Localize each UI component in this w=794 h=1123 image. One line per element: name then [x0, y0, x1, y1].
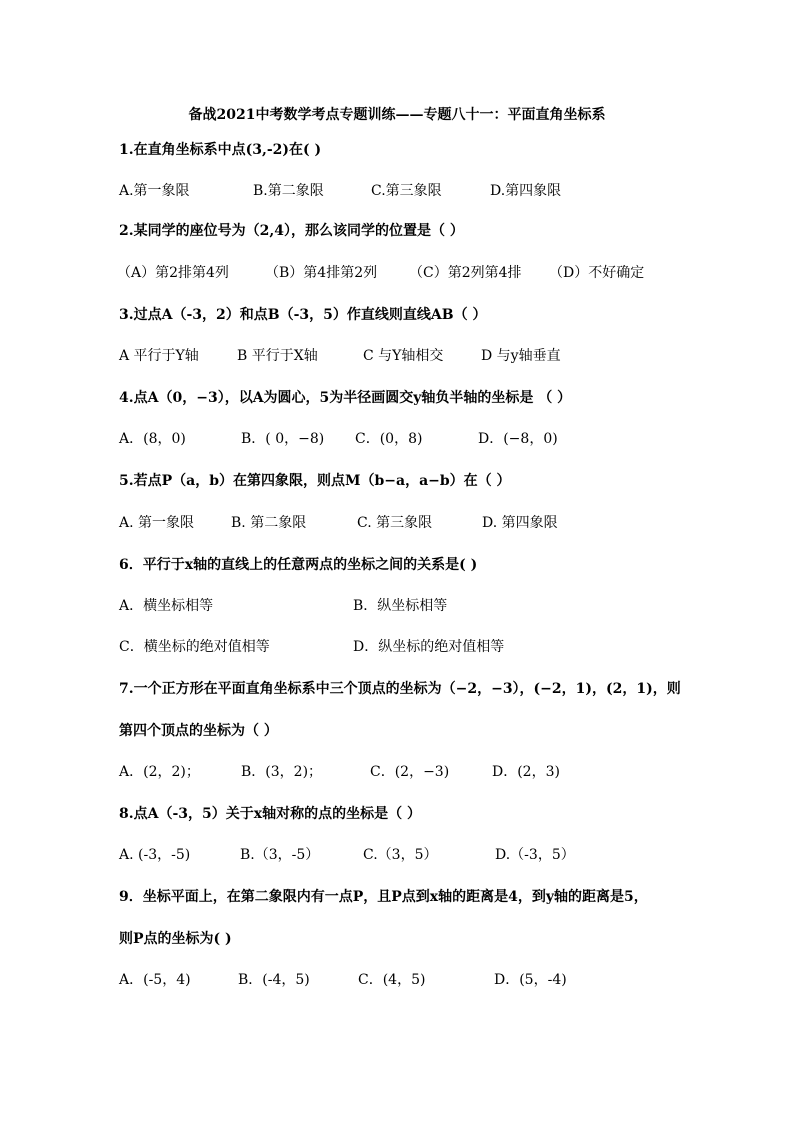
question-7-stem: 7.一个正方形在平面直角坐标系中三个顶点的坐标为（−2，−3），(−2，1)，(2，1)，则	[119, 681, 681, 697]
question-4-option-d: D．(−8，0)	[478, 431, 558, 447]
question-7-option-b: B．(3，2)；	[241, 764, 323, 780]
question-1-option-c: C.第三象限	[371, 183, 442, 199]
question-3-stem: 3.过点A（-3，2）和点B（-3，5）作直线则直线AB（ ）	[119, 307, 487, 323]
question-2-option-d: （D）不好确定	[549, 265, 645, 281]
question-9-option-b: B．(-4，5)	[238, 972, 310, 988]
question-4-option-c: C．(0，8)	[355, 431, 423, 447]
question-5-option-b: B. 第二象限	[231, 515, 307, 531]
question-1-option-b: B.第二象限	[253, 183, 324, 199]
question-5-option-a: A. 第一象限	[119, 515, 195, 531]
question-7-option-d: D．(2，3)	[492, 764, 560, 780]
question-5-option-d: D. 第四象限	[482, 515, 558, 531]
question-4-stem: 4.点A（0，−3），以A为圆心，5为半径画圆交y轴负半轴的坐标是 （ ）	[119, 390, 572, 406]
question-5-option-c: C. 第三象限	[357, 515, 433, 531]
question-2-option-b: （B）第4排第2列	[265, 265, 378, 281]
question-2-option-a: （A）第2排第4列	[117, 265, 229, 281]
question-1-stem: 1.在直角坐标系中点(3,-2)在( )	[119, 142, 322, 158]
question-6-option-a: A．横坐标相等	[119, 598, 214, 614]
question-3-option-a: A 平行于Y轴	[119, 348, 199, 364]
question-8-stem: 8.点A（-3，5）关于x轴对称的点的坐标是（ ）	[119, 806, 421, 822]
question-8-option-d: D.（-3，5）	[495, 847, 575, 863]
question-9-stem: 9．坐标平面上，在第二象限内有一点P，且P点到x轴的距离是4，到y轴的距离是5，	[119, 889, 648, 905]
question-8-option-c: C.（3，5）	[363, 847, 438, 863]
question-6-option-c: C．横坐标的绝对值相等	[119, 639, 270, 655]
question-3-option-d: D 与y轴垂直	[481, 348, 561, 364]
question-6-option-d: D．纵坐标的绝对值相等	[353, 639, 505, 655]
question-5-stem: 5.若点P（a，b）在第四象限，则点M（b−a，a−b）在（ ）	[119, 473, 511, 489]
question-1-option-a: A.第一象限	[119, 183, 190, 199]
question-8-option-a: A. (-3，-5)	[119, 847, 191, 863]
question-1-option-d: D.第四象限	[490, 183, 562, 199]
question-9-stem-continued: 则P点的坐标为( )	[119, 931, 232, 947]
question-8-option-b: B.（3，-5）	[240, 847, 320, 863]
question-2-stem: 2.某同学的座位号为（2,4），那么该同学的位置是（ ）	[119, 223, 464, 239]
question-4-option-b: B．( 0，−8)	[241, 431, 325, 447]
question-3-option-b: B 平行于X轴	[237, 348, 318, 364]
question-7-stem-continued: 第四个顶点的坐标为（ ）	[119, 723, 278, 739]
question-9-option-c: C．(4，5)	[358, 972, 426, 988]
question-9-option-a: A．(-5，4)	[119, 972, 191, 988]
question-3-option-c: C 与Y轴相交	[363, 348, 444, 364]
question-4-option-a: A．(8，0)	[119, 431, 186, 447]
question-7-option-a: A．(2，2)；	[119, 764, 200, 780]
document-title: 备战2021中考数学考点专题训练——专题八十一：平面直角坐标系	[188, 107, 606, 123]
question-6-option-b: B．纵坐标相等	[353, 598, 448, 614]
question-6-stem: 6．平行于x轴的直线上的任意两点的坐标之间的关系是( )	[119, 557, 478, 573]
question-7-option-c: C．(2，−3)	[370, 764, 450, 780]
question-9-option-d: D．(5，-4)	[494, 972, 567, 988]
question-2-option-c: （C）第2列第4排	[409, 265, 522, 281]
